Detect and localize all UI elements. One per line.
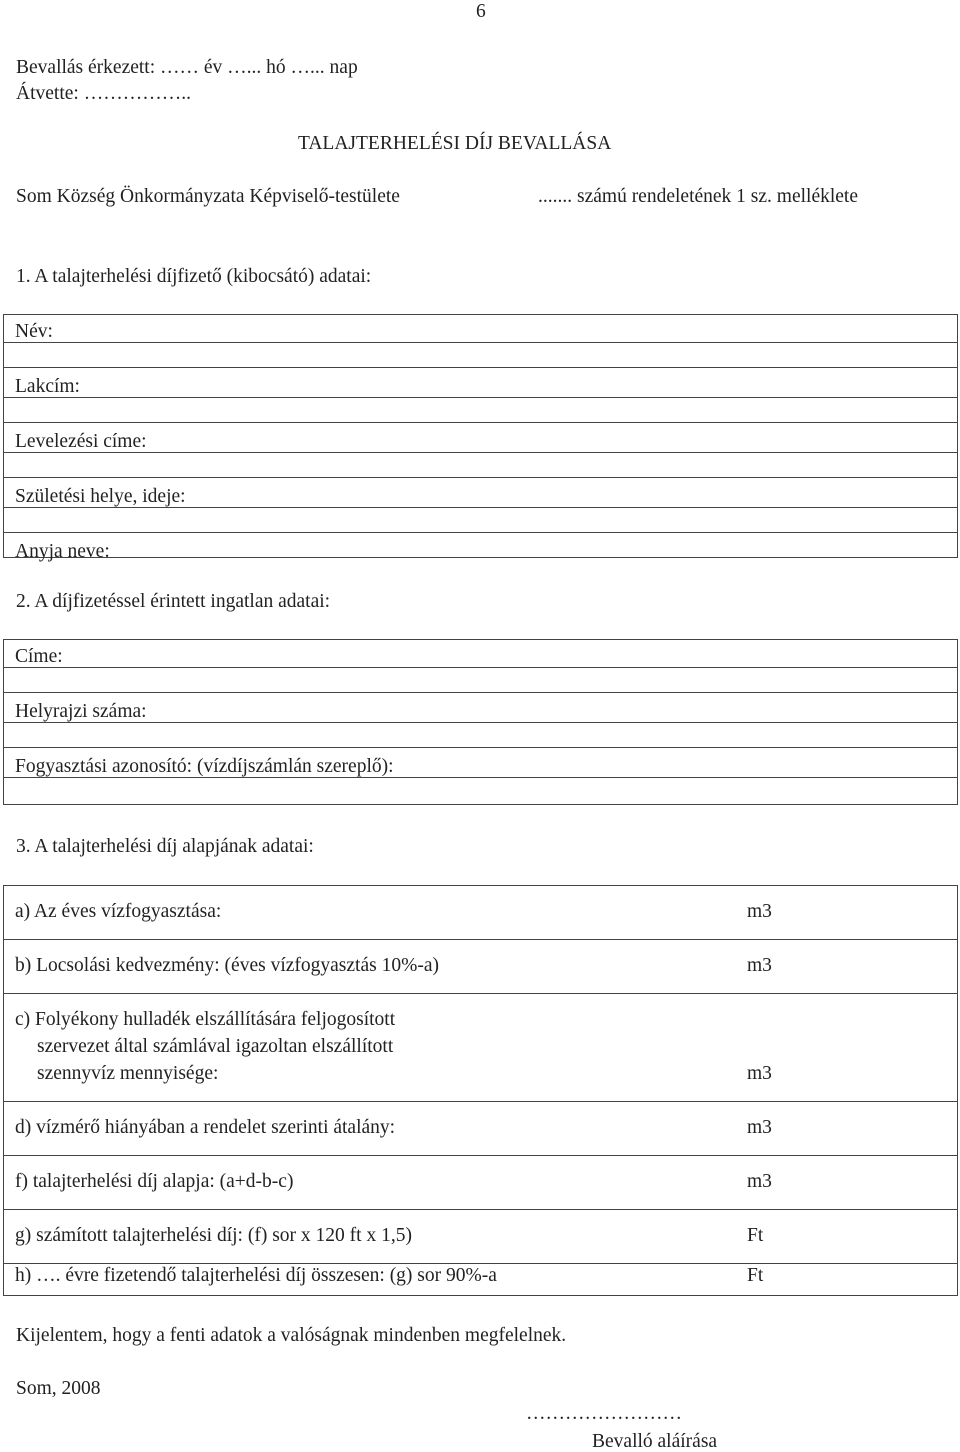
address-label: Lakcím: xyxy=(15,376,80,397)
lot-number-label: Helyrajzi száma: xyxy=(15,701,147,722)
received-line: Bevallás érkezett: …… év …... hó …... nap xyxy=(16,57,358,78)
liquid-waste-line-3: szennyvíz mennyisége: xyxy=(37,1063,219,1084)
section1-table xyxy=(3,314,958,562)
liquid-waste-line-1: c) Folyékony hulladék elszállítására feljogosított xyxy=(15,1009,396,1030)
flat-rate-label: d) vízmérő hiányában a rendelet szerinti átalány: xyxy=(15,1117,396,1138)
section3-heading: 3. A talajterhelési díj alapjának adatai: xyxy=(16,836,314,857)
consumption-id-label: Fogyasztási azonosító: (vízdíjszámlán szereplő): xyxy=(15,756,394,777)
address-input-row[interactable] xyxy=(4,398,957,423)
mother-name-label: Anyja neve: xyxy=(15,541,110,562)
mailing-address-input-row[interactable] xyxy=(4,453,957,478)
declaration: Kijelentem, hogy a fenti adatok a valóságnak mindenben megfelelnek. xyxy=(16,1325,567,1346)
page-number: 6 xyxy=(476,1,486,22)
fee-base-label: f) talajterhelési díj alapja: (a+d-b-c) xyxy=(15,1171,294,1192)
place-date: Som, 2008 xyxy=(16,1378,101,1399)
birth-row xyxy=(4,478,957,508)
fee-base-unit: m3 xyxy=(747,1171,772,1192)
mailing-address-label: Levelezési címe: xyxy=(15,431,147,452)
section1-heading: 1. A talajterhelési díjfizető (kibocsátó) adatai: xyxy=(16,266,372,287)
annual-consumption-label: a) Az éves vízfogyasztása: xyxy=(15,901,222,922)
calculated-fee-row xyxy=(4,1210,957,1264)
form-subtitle-right: ....... számú rendeletének 1 sz. melléklete xyxy=(538,186,858,207)
annual-consumption-unit: m3 xyxy=(747,901,772,922)
name-label: Név: xyxy=(15,321,53,342)
total-fee-row xyxy=(4,1264,957,1293)
liquid-waste-unit: m3 xyxy=(747,1063,772,1084)
irrigation-discount-unit: m3 xyxy=(747,955,772,976)
irrigation-discount-row xyxy=(4,940,957,994)
section2-heading: 2. A díjfizetéssel érintett ingatlan adatai: xyxy=(16,591,331,612)
property-address-row xyxy=(4,640,957,668)
total-fee-label: h) …. évre fizetendő talajterhelési díj összesen: (g) sor 90%-a xyxy=(15,1265,497,1286)
accepted-line: Átvette: …………….. xyxy=(16,83,191,104)
mother-name-row xyxy=(4,533,957,563)
property-address-input-row[interactable] xyxy=(4,668,957,693)
calculated-fee-unit: Ft xyxy=(747,1225,764,1246)
flat-rate-row xyxy=(4,1102,957,1156)
lot-number-row xyxy=(4,693,957,723)
birth-input-row[interactable] xyxy=(4,508,957,533)
irrigation-discount-label: b) Locsolási kedvezmény: (éves vízfogyasztás 10%-a) xyxy=(15,955,439,976)
signature-label: Bevalló aláírása xyxy=(592,1431,718,1452)
section2-table xyxy=(3,639,958,805)
liquid-waste-label xyxy=(15,1006,395,1087)
annual-consumption-row xyxy=(4,886,957,940)
total-fee-unit: Ft xyxy=(747,1265,764,1286)
form-subtitle-left: Som Község Önkormányzata Képviselő-testülete xyxy=(16,186,400,207)
property-address-label: Címe: xyxy=(15,646,63,667)
section3-table xyxy=(3,885,958,1296)
signature-line[interactable]: …………………… xyxy=(526,1403,682,1424)
mailing-address-row xyxy=(4,423,957,453)
address-row xyxy=(4,368,957,398)
name-row xyxy=(4,315,957,343)
form-title: TALAJTERHELÉSI DÍJ BEVALLÁSA xyxy=(298,133,612,154)
birth-label: Születési helye, ideje: xyxy=(15,486,186,507)
consumption-id-input-row[interactable] xyxy=(4,778,957,803)
fee-base-row xyxy=(4,1156,957,1210)
flat-rate-unit: m3 xyxy=(747,1117,772,1138)
liquid-waste-row xyxy=(4,994,957,1102)
liquid-waste-line-2: szervezet által számlával igazoltan elszállított xyxy=(37,1036,394,1057)
name-input-row[interactable] xyxy=(4,343,957,368)
calculated-fee-label: g) számított talajterhelési díj: (f) sor x 120 ft x 1,5) xyxy=(15,1225,412,1246)
consumption-id-row xyxy=(4,748,957,778)
lot-number-input-row[interactable] xyxy=(4,723,957,748)
